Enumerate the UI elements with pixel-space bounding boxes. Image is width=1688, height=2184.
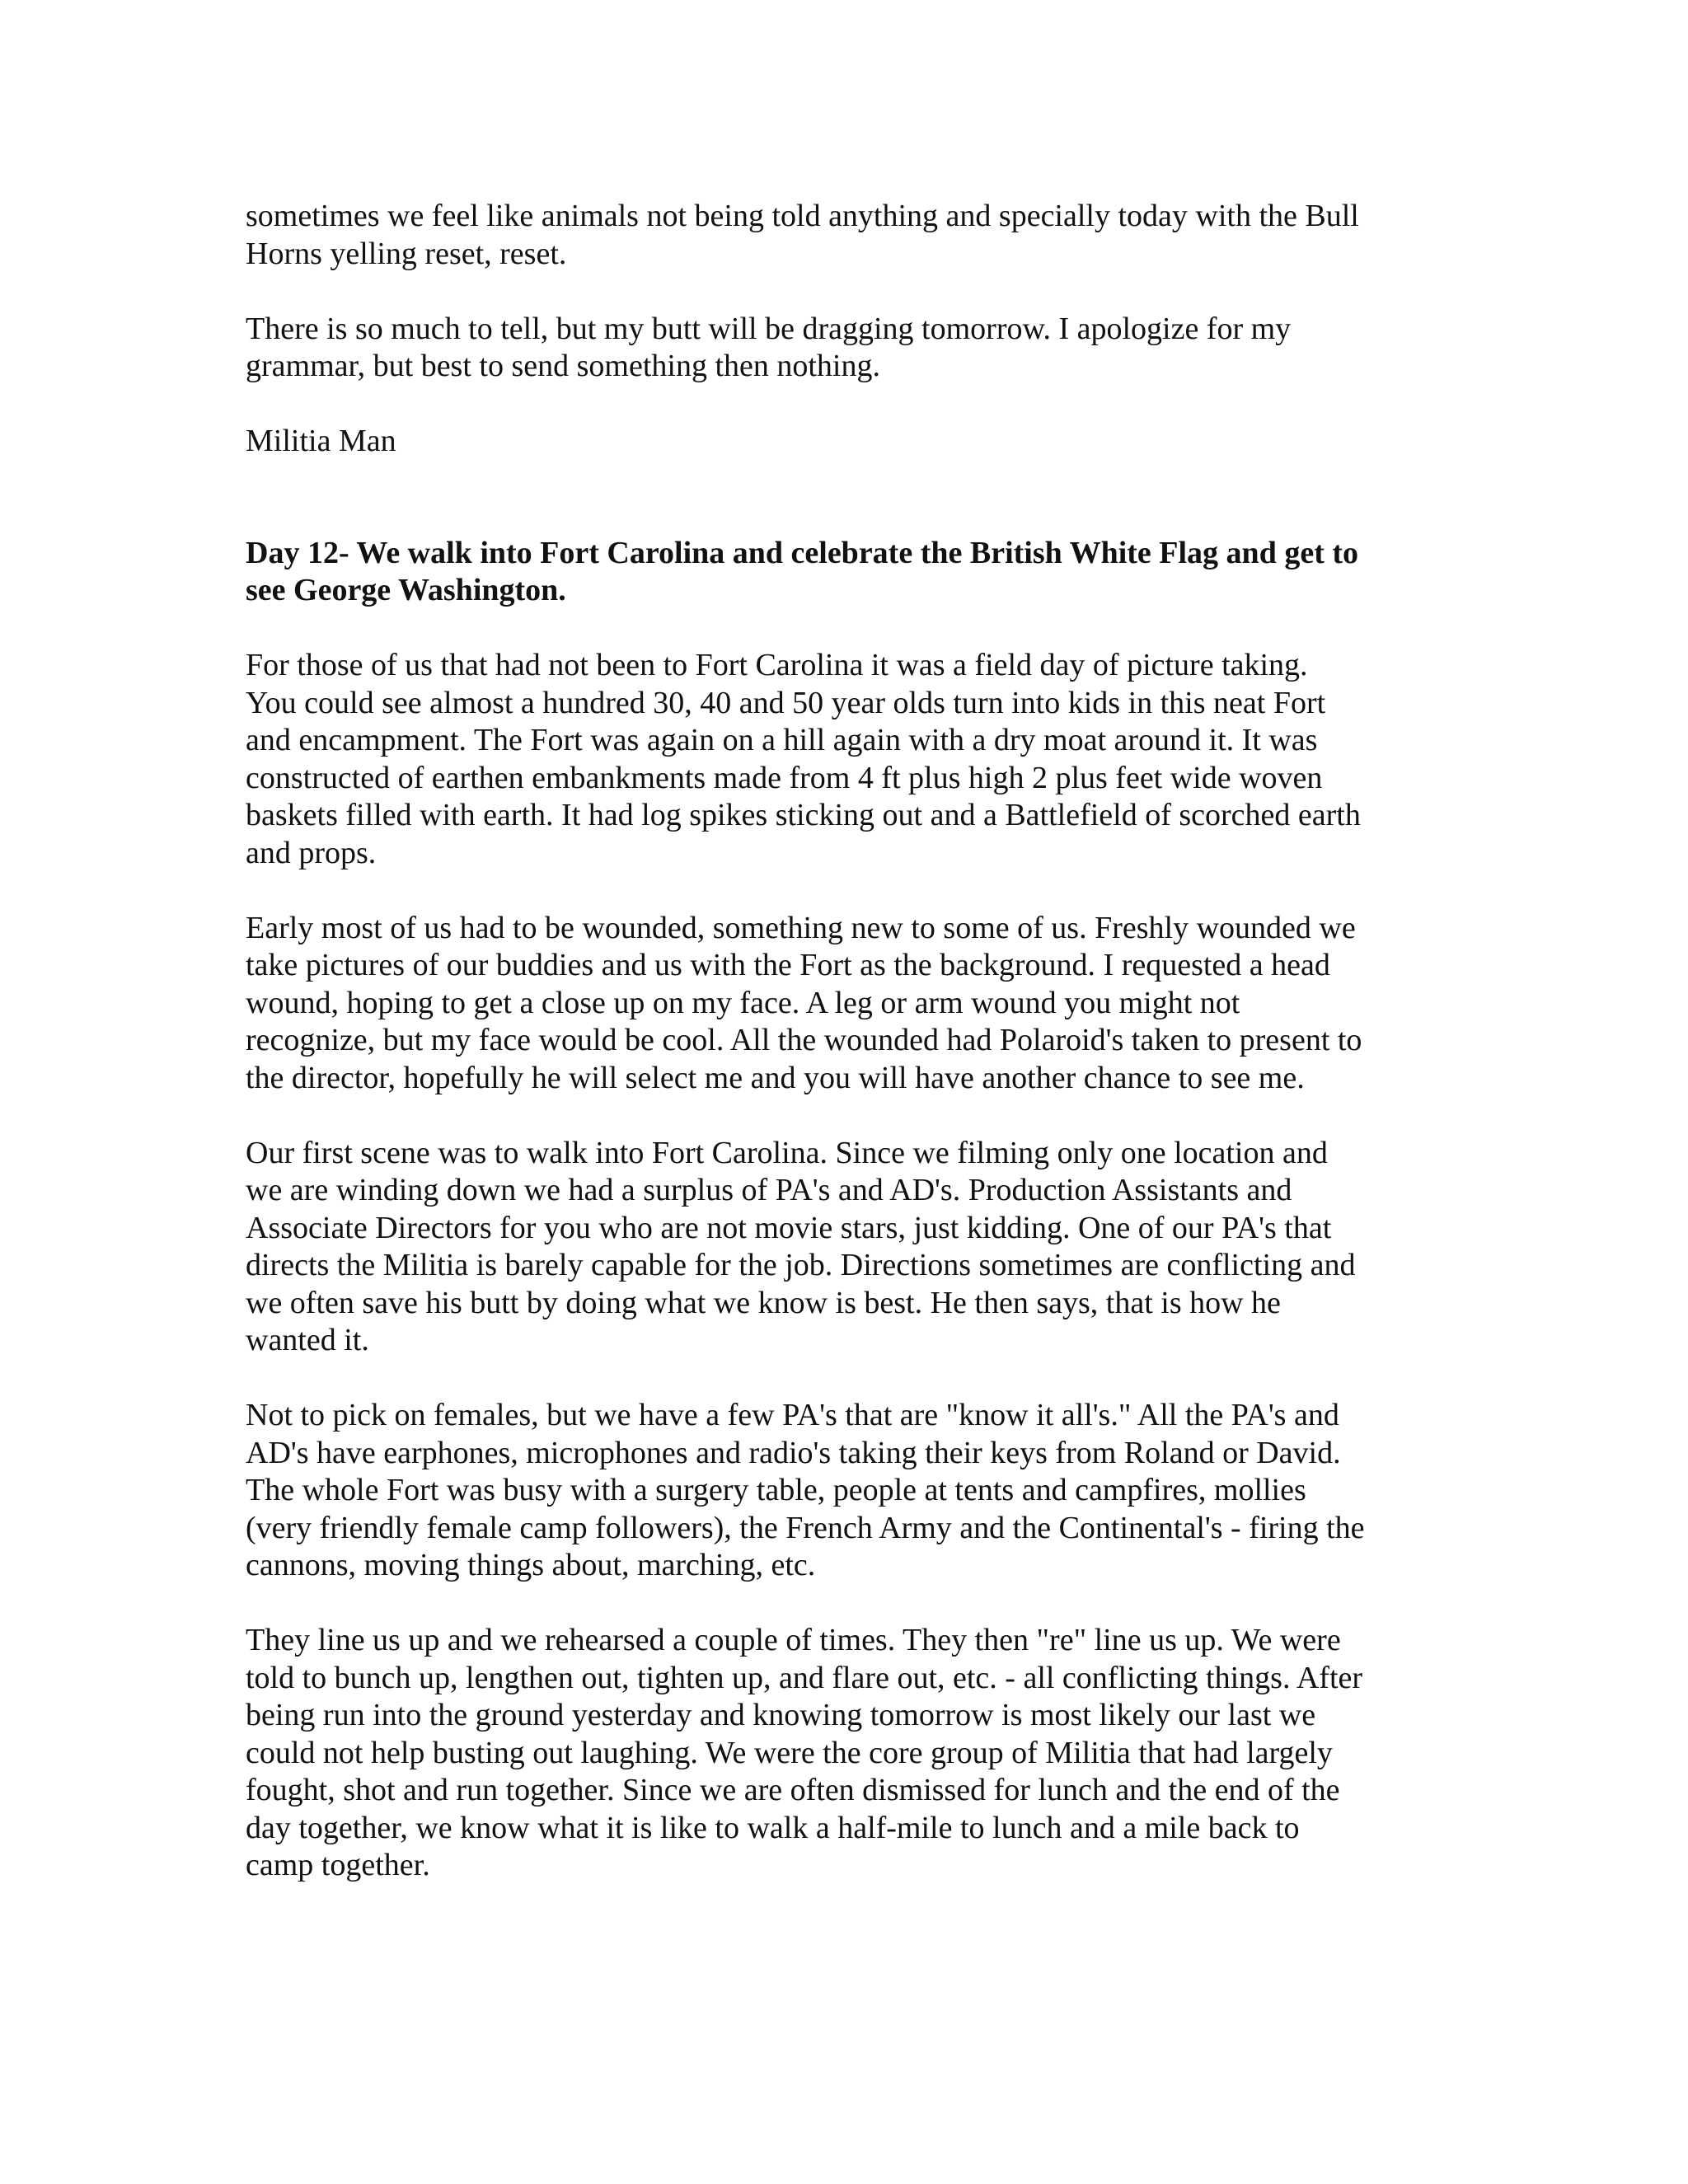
paragraph-3: Our first scene was to walk into Fort Carolina. Since we filming only one location and we are winding down we had a surplus of PA's and AD's. Production Assistants and Associate Directors for you who are not movie stars, just kidding. One of our PA's that directs the Militia is barely capable for the job. Directions sometimes are conflicting and we often save his butt by doing what we know is best. He then says, that is how he wanted it. xyxy=(246,1135,1356,1357)
signature: Militia Man xyxy=(246,424,396,458)
paragraph-2: Early most of us had to be wounded, something new to some of us. Freshly wounded we take pictures of our buddies and us with the Fort as the background. I requested a head wound, hoping to get a close up on my face. A leg or arm wound you might not recognize, but my face would be cool. All the wounded had Polaroid's taken to present to the director, hopefully he will select me and you will have another chance to see me. xyxy=(246,910,1362,1095)
paragraph-intro-1: sometimes we feel like animals not being told anything and specially today with the Bull Horns yelling reset, reset. xyxy=(246,199,1359,271)
paragraph-4: Not to pick on females, but we have a few PA's that are "know it all's." All the PA's and AD's have earphones, microphones and radio's taking their keys from Roland or David. The whole Fort was busy with a surgery table, people at tents and campfires, mollies (very friendly female camp followers), the French Army and the Continental's - firing the cannons, moving things about, marching, etc. xyxy=(246,1398,1365,1582)
paragraph-1: For those of us that had not been to Fort Carolina it was a field day of picture taking. You could see almost a hundred 30, 40 and 50 year olds turn into kids in this neat Fort and encampment. The Fort was again on a hill again with a dry moat around it. It was constructed of earthen embankments made from 4 ft plus high 2 plus feet wide woven baskets filled with earth. It had log spikes sticking out and a Battlefield of scorched earth and props. xyxy=(246,648,1361,870)
paragraph-5: They line us up and we rehearsed a couple of times. They then "re" line us up. We were told to bunch up, lengthen out, tighten up, and flare out, etc. - all conflicting things. After being run into the ground yesterday and knowing tomorrow is most likely our last we could not help busting out laughing. We were the core group of Militia that had largely fought, shot and run together. Since we are often dismissed for lunch and the end of the day together, we know what it is like to walk a half-mile to lunch and a mile back to camp together. xyxy=(246,1623,1363,1882)
section-heading: Day 12- We walk into Fort Carolina and celebrate the British White Flag and get to see George Washington. xyxy=(246,535,1359,607)
paragraph-intro-2: There is so much to tell, but my butt will be dragging tomorrow. I apologize for my grammar, but best to send something then nothing. xyxy=(246,311,1292,383)
document-body xyxy=(246,198,1449,1922)
